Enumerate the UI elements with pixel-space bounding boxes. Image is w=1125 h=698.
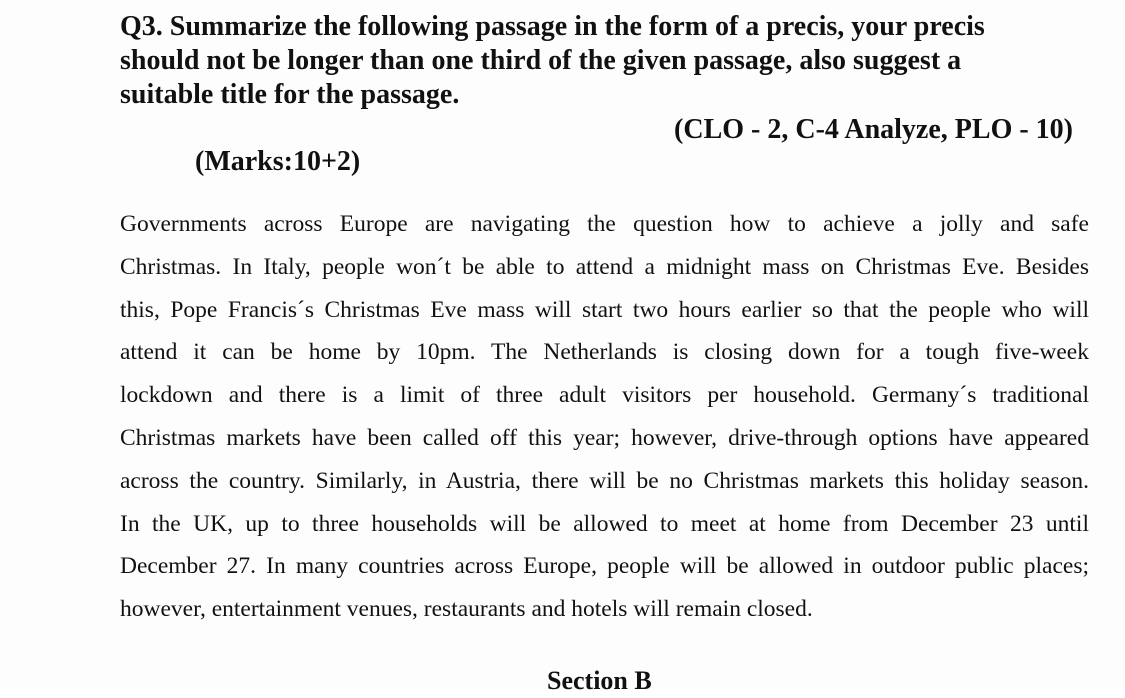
marks-label: (Marks:10+2) — [195, 146, 361, 177]
passage-line: December 27. In many countries across Europe, people will be allowed in outdoor public places; — [120, 553, 1089, 580]
passage-line: however, entertainment venues, restaurants and hotels will remain closed. — [120, 596, 813, 623]
passage-line: Governments across Europe are navigating the question how to achieve a jolly and safe — [120, 211, 1089, 237]
passage-line: Christmas markets have been called off this year; however, drive-through options have appeared — [120, 424, 1089, 451]
question-prompt: Q3. Summarize the following passage in the form of a precis, your precis should not be longer than one third of the given passage, also suggest a suitable title for the passage. — [120, 11, 985, 110]
passage-line: across the country. Similarly, in Austria, there will be no Christmas markets this holiday season. — [120, 467, 1089, 494]
passage-line: this, Pope Francis´s Christmas Eve mass will start two hours earlier so that the people who will — [120, 296, 1089, 323]
passage-line: Christmas. In Italy, people won´t be able to attend a midnight mass on Christmas Eve. Besides — [120, 253, 1089, 280]
passage-text — [120, 203, 1089, 631]
clo-reference: (CLO - 2, C-4 Analyze, PLO - 10) — [674, 114, 1073, 145]
section-heading: Section B — [547, 666, 652, 695]
passage-line: lockdown and there is a limit of three adult visitors per household. Germany´s traditional — [120, 382, 1089, 409]
passage-line: In the UK, up to three households will be allowed to meet at home from December 23 until — [120, 510, 1089, 537]
passage-line: attend it can be home by 10pm. The Netherlands is closing down for a tough five-week — [120, 339, 1089, 366]
